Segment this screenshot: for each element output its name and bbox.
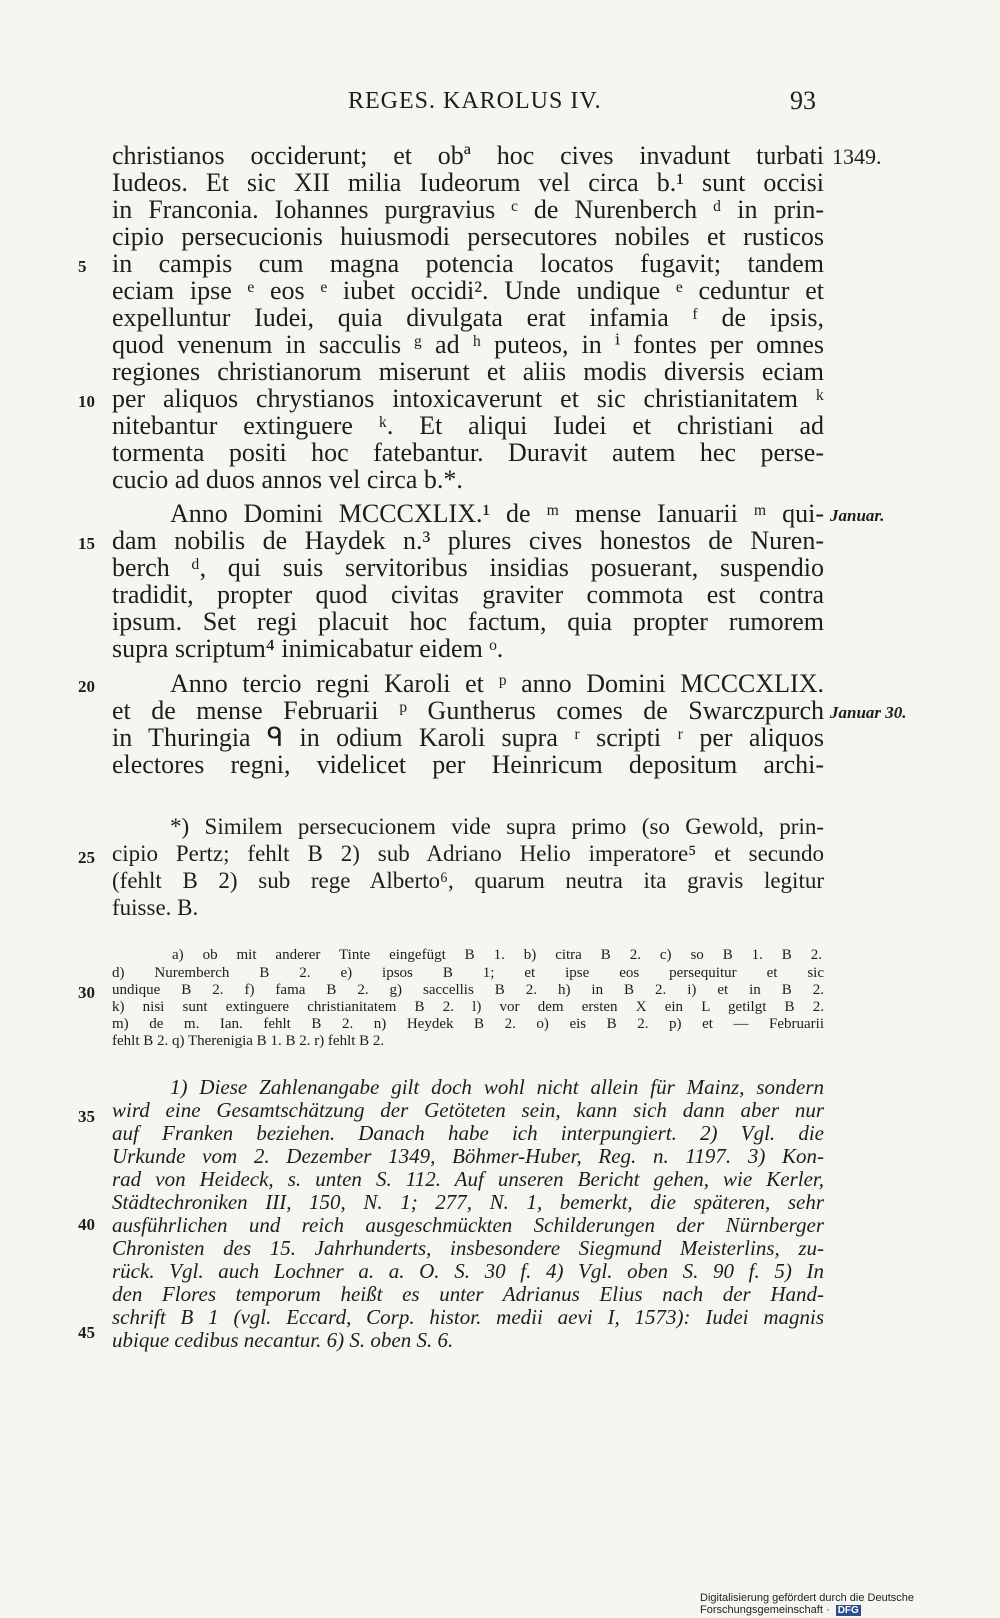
dfg-logo: DFG	[837, 1605, 859, 1616]
main-line: Anno tercio regni Karoli et ᵖ anno Domini MCCCXLIX.	[170, 669, 824, 698]
note-line: Urkunde vom 2. Dezember 1349, Böhmer-Huber, Reg. n. 1197. 3) Kon-	[112, 1144, 824, 1168]
note-line: Chronisten des 15. Jahrhunderts, insbesondere Siegmund Meisterlins, zu-	[112, 1236, 824, 1260]
note-line: 1) Diese Zahlenangabe gilt doch wohl nicht allein für Mainz, sondern	[170, 1075, 824, 1099]
line-number: 5	[78, 257, 87, 276]
note-line: ubique cedibus necantur. 6) S. oben S. 6.	[112, 1328, 454, 1352]
main-line: ipsum. Set regi placuit hoc factum, quia propter rumorem	[112, 607, 824, 636]
main-line: eciam ipse ᵉ eos ᵉ iubet occidi². Unde undique ᵉ ceduntur et	[112, 276, 824, 305]
main-line: Anno Domini MCCCXLIX.¹ de ᵐ mense Ianuarii ᵐ qui-	[170, 499, 824, 528]
line-number: 40	[78, 1215, 95, 1234]
credit-text: Digitalisierung gefördert durch die Deutsche Forschungsgemeinschaft ·	[700, 1592, 915, 1616]
note-line: rad von Heideck, s. unten S. 112. Auf unseren Bericht gehen, wie Kerler,	[112, 1167, 824, 1191]
main-line: cucio ad duos annos vel circa b.*.	[112, 465, 463, 494]
page-number: 93	[790, 86, 816, 115]
line-number: 15	[78, 534, 95, 553]
note-line: den Flores temporum heißt es unter Adrianus Elius nach der Hand-	[112, 1282, 824, 1306]
main-line: berch ᵈ, qui suis servitoribus insidias posuerant, suspendio	[112, 553, 824, 582]
note-line: wird eine Gesamtschätzung der Getöteten sein, kann sich dann aber nur	[112, 1098, 824, 1122]
note-line: ausführlichen und reich ausgeschmückten Schilderungen der Nürnberger	[112, 1213, 824, 1237]
page-header	[0, 82, 1000, 122]
main-line: per aliquos chrystianos intoxicaverunt et sic christianitatem ᵏ	[112, 384, 824, 413]
apparatus-line: fehlt B 2. q) Therenigia B 1. B 2. r) fehlt B 2.	[112, 1033, 385, 1049]
line-number: 20	[78, 677, 95, 696]
main-line: regiones christianorum miserunt et aliis modis diversis eciam	[112, 357, 824, 386]
main-line: electores regni, videlicet per Heinricum depositum archi-	[112, 750, 824, 779]
note-line: auf Franken beziehen. Danach habe ich interpungiert. 2) Vgl. die	[112, 1121, 824, 1145]
line-number: 45	[78, 1323, 95, 1342]
main-line: in Thuringia ᑫ in odium Karoli supra ʳ scripti ʳ per aliquos	[112, 723, 824, 752]
main-line: tradidit, propter quod civitas graviter commota est contra	[112, 580, 824, 609]
footnote-line: *) Similem persecucionem vide supra primo (so Gewold, prin-	[170, 814, 824, 839]
main-line: tormenta positi hoc fatebantur. Duravit autem hec perse-	[112, 438, 824, 467]
note-line: rück. Vgl. auch Lochner a. a. O. S. 30 f. 4) Vgl. oben S. 90 f. 5) In	[112, 1259, 824, 1283]
footnote-line: fuisse. B.	[112, 895, 199, 920]
line-number: 25	[78, 848, 95, 867]
line-number: 35	[78, 1107, 95, 1126]
apparatus-line: d) Nuremberch B 2. e) ipsos B 1; et ipse eos persequitur et sic	[112, 965, 824, 981]
line-number: 10	[78, 392, 95, 411]
margin-year: 1349.	[832, 144, 882, 169]
apparatus-line: undique B 2. f) fama B 2. g) saccellis B 2. h) in B 2. i) et in B 2.	[112, 982, 824, 998]
main-line: cipio persecucionis huiusmodi persecutores nobiles et rusticos	[112, 222, 824, 251]
main-line: Iudeos. Et sic XII milia Iudeorum vel circa b.¹ sunt occisi	[112, 168, 824, 197]
apparatus-line: k) nisi sunt extinguere christianitatem B 2. l) vor dem ersten X ein L getilgt B 2.	[112, 999, 824, 1015]
main-line: nitebantur extinguere ᵏ. Et aliqui Iudei et christiani ad	[112, 411, 824, 440]
apparatus-line: a) ob mit anderer Tinte eingefügt B 1. b) citra B 2. c) so B 1. B 2.	[172, 947, 822, 963]
main-line: quod venenum in sacculis ᵍ ad ʰ puteos, in ⁱ fontes per omnes	[112, 330, 824, 359]
note-line: Städtechroniken III, 150, N. 1; 277, N. 1, bemerkt, die späteren, sehr	[112, 1190, 824, 1214]
digitization-credit	[700, 1592, 1000, 1616]
margin-note-januar-30: Januar 30.	[830, 703, 907, 722]
main-line: in Franconia. Iohannes purgravius ᶜ de Nurenberch ᵈ in prin-	[112, 195, 824, 224]
margin-note-januar: Januar.	[830, 506, 885, 525]
main-line: in campis cum magna potencia locatos fugavit; tandem	[112, 249, 824, 278]
apparatus-line: m) de m. Ian. fehlt B 2. n) Heydek B 2. o) eis B 2. p) et — Februarii	[112, 1016, 824, 1032]
running-title: REGES. KAROLUS IV.	[348, 88, 602, 114]
line-number: 30	[78, 983, 95, 1002]
main-line: et de mense Februarii ᵖ Guntherus comes de Swarczpurch	[112, 696, 824, 725]
footnote-line: cipio Pertz; fehlt B 2) sub Adriano Helio imperatore⁵ et secundo	[112, 841, 824, 866]
main-line: supra scriptum⁴ inimicabatur eidem ᵒ.	[112, 634, 504, 663]
main-line: christianos occiderunt; et obª hoc cives invadunt turbati	[112, 141, 824, 170]
main-line: expelluntur Iudei, quia divulgata erat infamia ᶠ de ipsis,	[112, 303, 824, 332]
main-line: dam nobilis de Haydek n.³ plures cives honestos de Nuren-	[112, 526, 824, 555]
note-line: schrift B 1 (vgl. Eccard, Corp. histor. medii aevi I, 1573): Iudei magnis	[112, 1305, 824, 1329]
footnote-line: (fehlt B 2) sub rege Alberto⁶, quarum neutra ita gravis legitur	[112, 868, 824, 893]
